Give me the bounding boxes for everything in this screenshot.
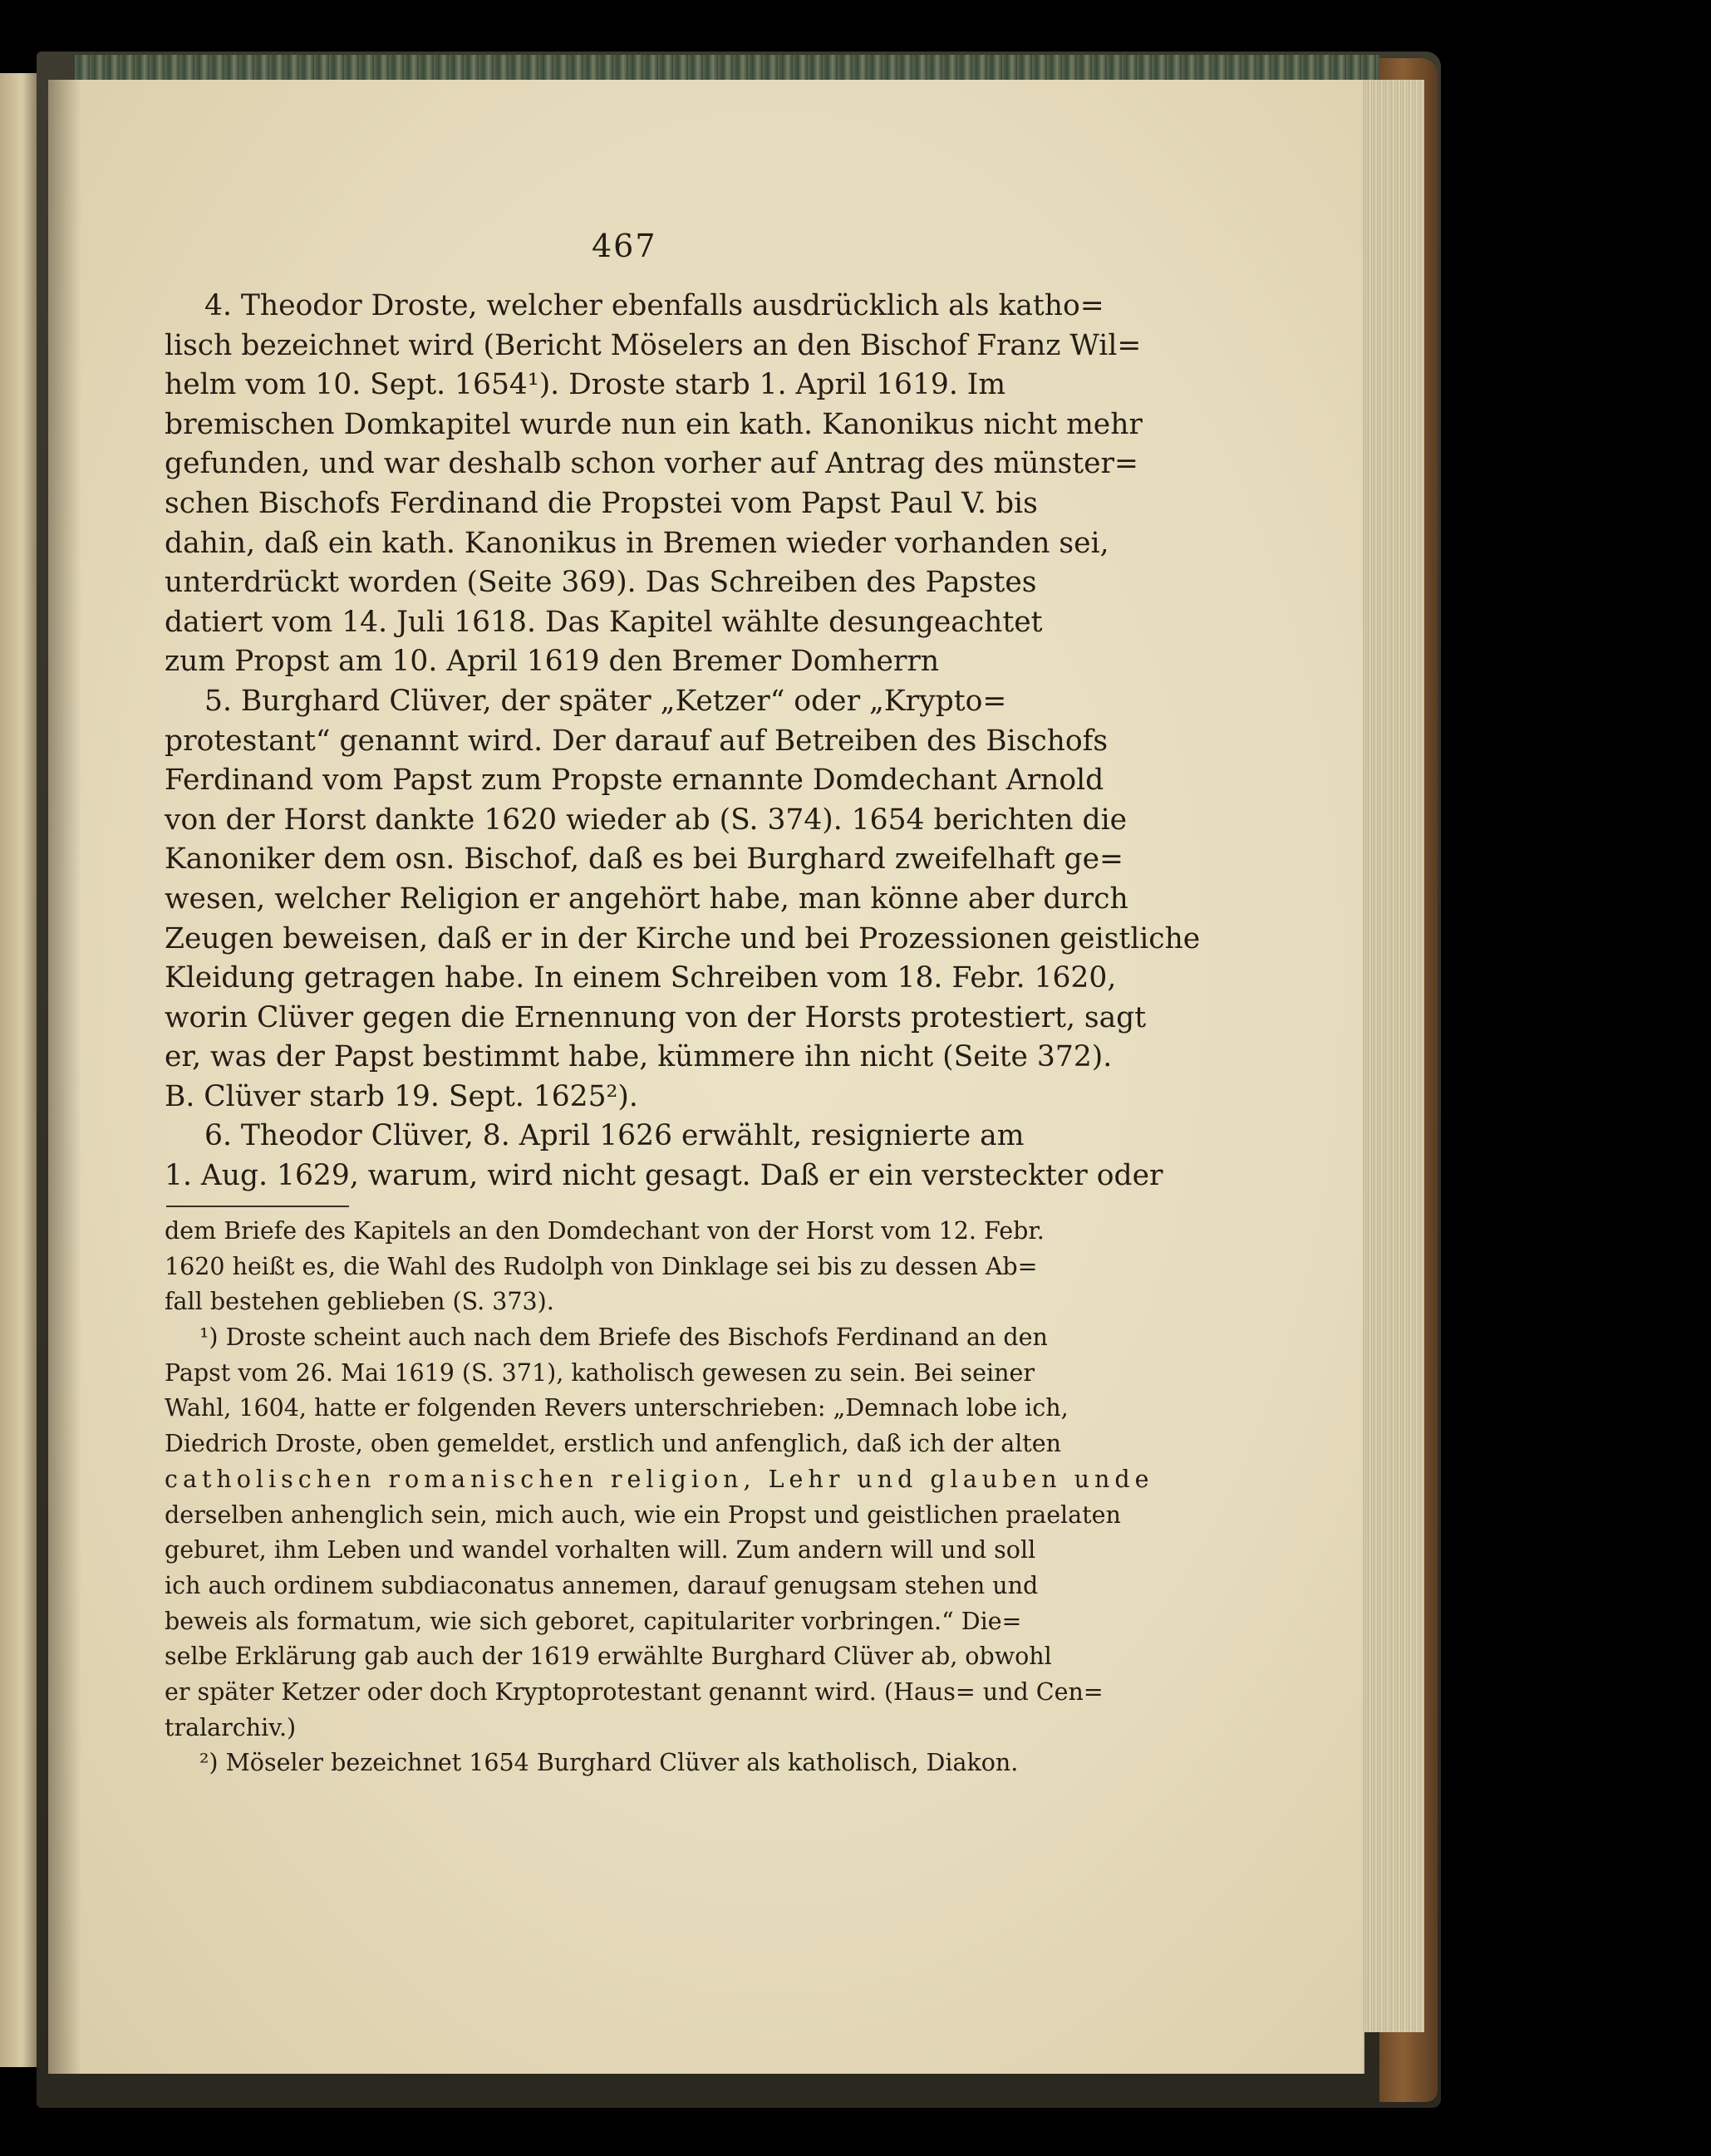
footnote-line: ¹) Droste scheint auch nach dem Briefe des Bischofs Ferdinand an den — [199, 1324, 1048, 1352]
footnote-line: er später Ketzer oder doch Kryptoprotestant genannt wird. (Haus= und Cen= — [165, 1677, 1104, 1706]
body-line: zum Propst am 10. April 1619 den Bremer Domherrn — [165, 645, 940, 679]
footnote-line: Papst vom 26. Mai 1619 (S. 371), katholisch gewesen zu sein. Bei seiner — [165, 1358, 1035, 1387]
body-line: 6. Theodor Clüver, 8. April 1626 erwählt, resignierte am — [204, 1119, 1025, 1153]
footnote-line: derselben anhenglich sein, mich auch, wie ein Propst und geistlichen praelaten — [165, 1500, 1121, 1529]
footnote-line: catholischen romanischen religion, Lehr und glauben unde — [165, 1465, 1154, 1493]
page-number: 467 — [592, 228, 657, 264]
body-line: Ferdinand vom Papst zum Propste ernannte Domdechant Arnold — [165, 764, 1104, 798]
footnote-line: ²) Möseler bezeichnet 1654 Burghard Clüver als katholisch, Diakon. — [199, 1749, 1019, 1777]
body-line: gefunden, und war deshalb schon vorher auf Antrag des münster= — [165, 447, 1138, 481]
body-line: unterdrückt worden (Seite 369). Das Schreiben des Papstes — [165, 566, 1037, 600]
left-page-edge — [0, 73, 37, 2067]
body-line: von der Horst dankte 1620 wieder ab (S. 374). 1654 berichten die — [165, 803, 1128, 837]
body-line: wesen, welcher Religion er angehört habe, man könne aber durch — [165, 882, 1128, 916]
footnote-line: beweis als formatum, wie sich geboret, capitulariter vorbringen.“ Die= — [165, 1607, 1022, 1635]
body-text — [165, 287, 1201, 1196]
footnotes — [165, 1214, 1154, 1781]
footnote-line: selbe Erklärung gab auch der 1619 erwählte Burghard Clüver ab, obwohl — [165, 1643, 1052, 1671]
body-line: 5. Burghard Clüver, der später „Ketzer“ oder „Krypto= — [204, 684, 1007, 718]
footnote-line: tralarchiv.) — [165, 1713, 297, 1741]
body-line: Kleidung getragen habe. In einem Schreiben vom 18. Febr. 1620, — [165, 961, 1117, 995]
body-line: bremischen Domkapitel wurde nun ein kath. Kanonikus nicht mehr — [165, 407, 1143, 441]
body-line: helm vom 10. Sept. 1654¹). Droste starb 1. April 1619. Im — [165, 368, 1006, 402]
footnote-line: Diedrich Droste, oben gemeldet, erstlich und anfenglich, daß ich der alten — [165, 1430, 1061, 1458]
body-line: 1. Aug. 1629, warum, wird nicht gesagt. Daß er ein versteckter oder — [165, 1159, 1163, 1193]
body-line: 4. Theodor Droste, welcher ebenfalls ausdrücklich als katho= — [204, 289, 1104, 322]
body-line: worin Clüver gegen die Ernennung von der Horsts protestiert, sagt — [165, 1000, 1147, 1034]
footnote-line: Wahl, 1604, hatte er folgenden Revers unterschrieben: „Demnach lobe ich, — [165, 1394, 1069, 1422]
body-line: datiert vom 14. Juli 1618. Das Kapitel wählte desungeachtet — [165, 605, 1043, 639]
cover-top-edge — [75, 55, 1379, 83]
footnote-line: 1620 heißt es, die Wahl des Rudolph von Dinklage sei bis zu dessen Ab= — [165, 1252, 1038, 1280]
body-line: schen Bischofs Ferdinand die Propstei vom Papst Paul V. bis — [165, 486, 1038, 520]
footnote-line: fall bestehen geblieben (S. 373). — [165, 1288, 554, 1316]
footnote-line: geburet, ihm Leben und wandel vorhalten will. Zum andern will und soll — [165, 1536, 1036, 1564]
body-line: protestant“ genannt wird. Der darauf auf Betreiben des Bischofs — [165, 724, 1109, 758]
body-line: er, was der Papst bestimmt habe, kümmere ihn nicht (Seite 372). — [165, 1040, 1113, 1074]
body-line: B. Clüver starb 19. Sept. 1625²). — [165, 1079, 638, 1113]
page-fore-edge — [1355, 80, 1424, 2032]
gutter-shadow — [48, 80, 81, 2074]
body-line: Zeugen beweisen, daß er in der Kirche und bei Prozessionen geistliche — [165, 921, 1201, 955]
body-line: dahin, daß ein kath. Kanonikus in Bremen wieder vorhanden sei, — [165, 526, 1109, 560]
body-line: Kanoniker dem osn. Bischof, daß es bei Burghard zweifelhaft ge= — [165, 842, 1123, 877]
body-line: lisch bezeichnet wird (Bericht Möselers an den Bischof Franz Wil= — [165, 328, 1142, 362]
footnote-divider — [166, 1206, 349, 1207]
footnote-line: ich auch ordinem subdiaconatus annemen, darauf genugsam stehen und — [165, 1571, 1039, 1599]
footnote-line: dem Briefe des Kapitels an den Domdechant von der Horst vom 12. Febr. — [165, 1217, 1045, 1245]
